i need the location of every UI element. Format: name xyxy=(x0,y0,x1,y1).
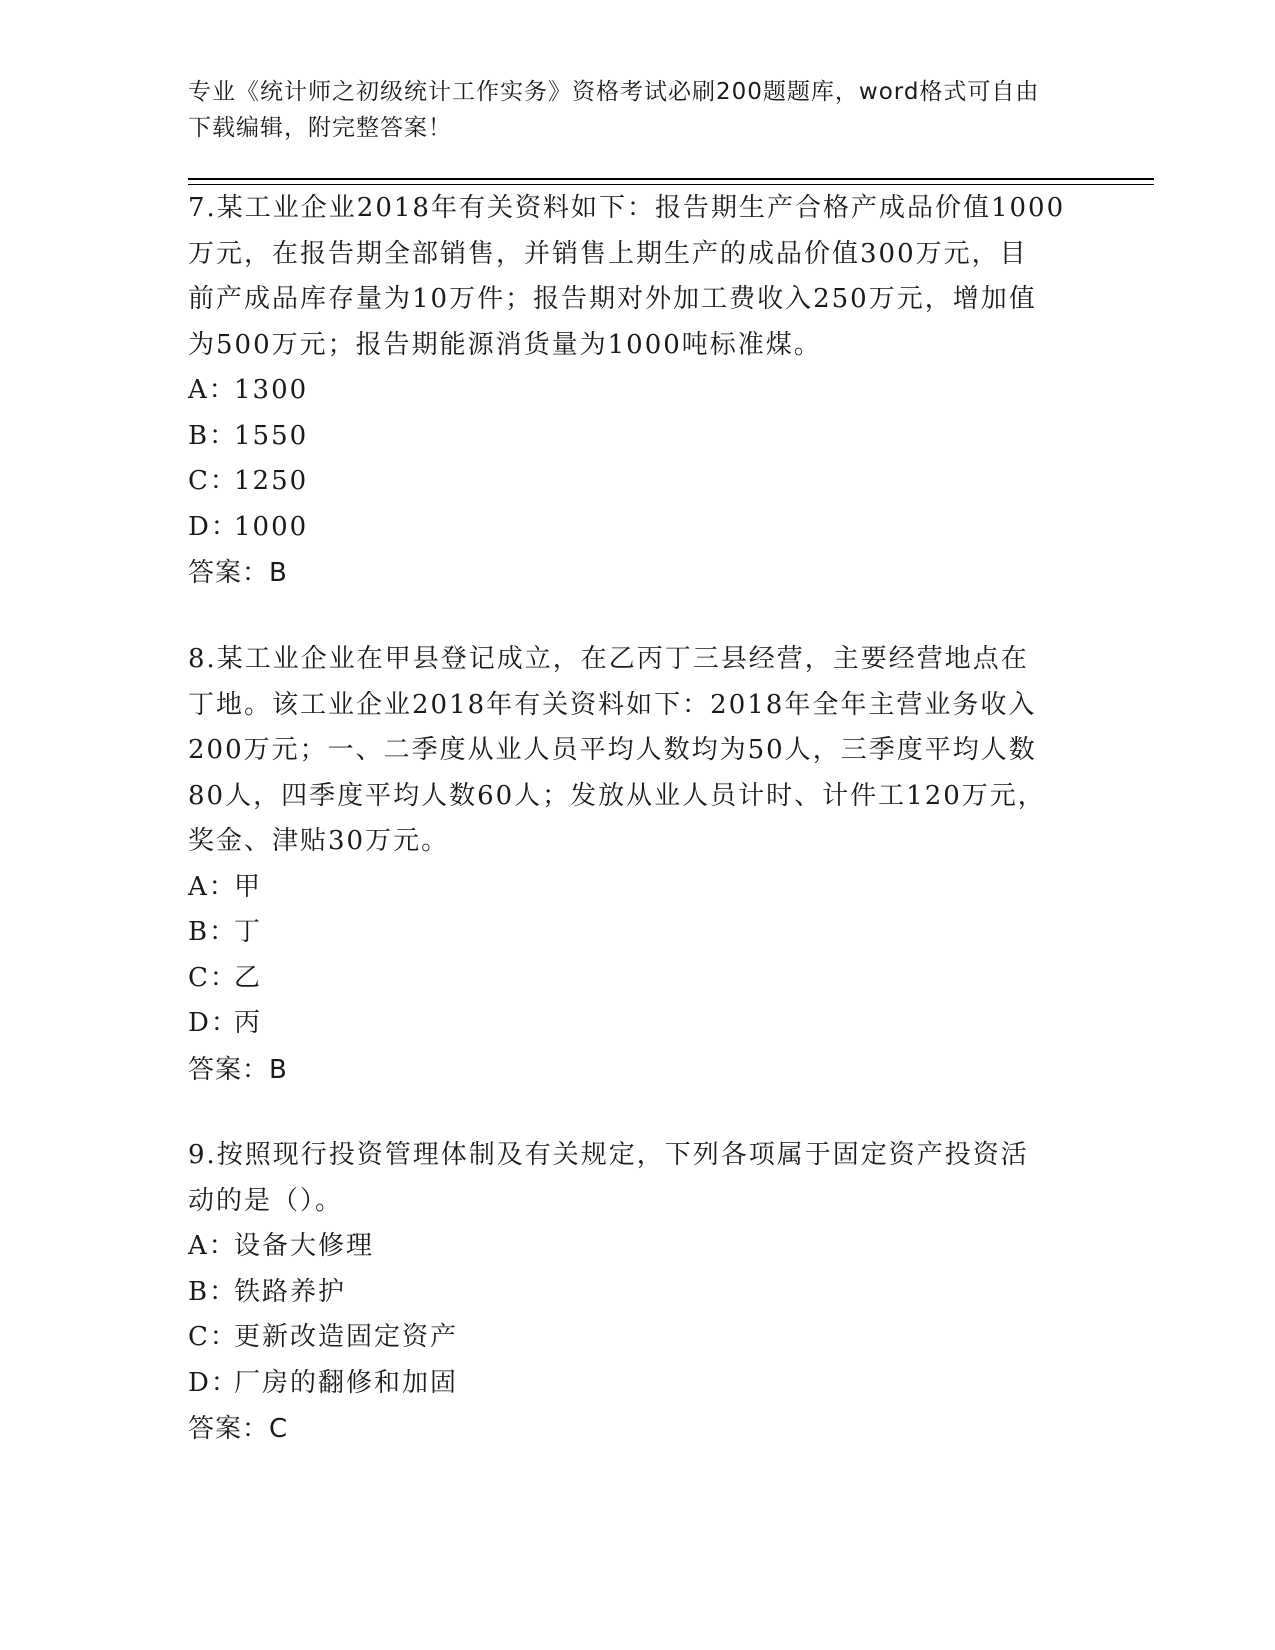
question-stem xyxy=(188,1133,1088,1224)
stem-line: 9.按照现行投资管理体制及有关规定，下列各项属于固定资产投资活 xyxy=(188,1140,1029,1170)
stem-line: 动的是（）。 xyxy=(188,1185,344,1216)
option-text: 铁路养护 xyxy=(234,1276,347,1307)
option-key: C： xyxy=(188,466,238,496)
option-key: D： xyxy=(188,1367,239,1398)
option-text: 丙 xyxy=(234,1008,263,1038)
option-key: A： xyxy=(188,871,237,902)
option-d xyxy=(188,1001,1088,1047)
stem-line: 丁地。该工业企业2018年有关资料如下：2018年全年主营业务收入 xyxy=(188,689,1037,720)
option-text: 乙 xyxy=(234,962,263,993)
answer-line: 答案：B xyxy=(188,1054,288,1085)
option-text: 厂房的翻修和加固 xyxy=(234,1367,459,1398)
option-key: D： xyxy=(188,1008,239,1038)
document-header xyxy=(188,74,1088,146)
option-key: A： xyxy=(188,375,237,405)
header-line-2: 下载编辑，附完整答案！ xyxy=(188,115,452,141)
option-b xyxy=(188,1270,1088,1316)
option-a xyxy=(188,1224,1088,1270)
question-stem xyxy=(188,637,1088,865)
header-divider-thick xyxy=(188,178,1154,180)
option-c xyxy=(188,1315,1088,1361)
option-key: B： xyxy=(188,917,238,947)
option-key: B： xyxy=(188,420,238,451)
question-stem xyxy=(188,186,1088,368)
option-b xyxy=(188,414,1088,460)
option-text: 更新改造固定资产 xyxy=(234,1322,459,1352)
option-a xyxy=(188,865,1088,911)
option-text: 甲 xyxy=(234,871,263,902)
question-8 xyxy=(188,637,1088,1093)
stem-line: 前产成品库存量为10万件；报告期对外加工费收入250万元，增加值 xyxy=(188,284,1037,314)
option-d xyxy=(188,505,1088,551)
option-text: 1550 xyxy=(234,420,309,451)
option-text: 1250 xyxy=(234,466,309,496)
option-key: A： xyxy=(188,1231,237,1261)
stem-line: 200万元；一、二季度从业人员平均人数均为50人，三季度平均人数 xyxy=(188,735,1037,765)
question-7 xyxy=(188,186,1088,596)
option-key: C： xyxy=(188,962,238,993)
header-divider-thin xyxy=(188,184,1154,185)
stem-line: 80人，四季度平均人数60人；发放从业人员计时、计件工120万元， xyxy=(188,780,1046,811)
option-text: 设备大修理 xyxy=(234,1231,375,1261)
stem-line: 万元，在报告期全部销售，并销售上期生产的成品价值300万元，目 xyxy=(188,238,1028,269)
stem-line: 为500万元；报告期能源消货量为1000吨标准煤。 xyxy=(188,329,822,360)
answer-line: 答案：C xyxy=(188,1414,289,1444)
option-key: B： xyxy=(188,1276,238,1307)
option-text: 1300 xyxy=(234,375,309,405)
option-d xyxy=(188,1361,1088,1407)
option-text: 1000 xyxy=(234,511,309,542)
option-c xyxy=(188,459,1088,505)
header-line-1: 专业《统计师之初级统计工作实务》资格考试必刷200题题库，word格式可自由 xyxy=(188,79,1040,105)
stem-line: 奖金、津贴30万元。 xyxy=(188,826,450,856)
option-c xyxy=(188,956,1088,1002)
stem-line: 8.某工业企业在甲县登记成立，在乙丙丁三县经营，主要经营地点在 xyxy=(188,644,1029,674)
option-key: D： xyxy=(188,511,239,542)
option-text: 丁 xyxy=(234,917,263,947)
question-9 xyxy=(188,1133,1088,1452)
stem-line: 7.某工业企业2018年有关资料如下：报告期生产合格产成品价值1000 xyxy=(188,193,1066,223)
option-a xyxy=(188,368,1088,414)
option-b xyxy=(188,910,1088,956)
answer-line: 答案：B xyxy=(188,558,288,588)
option-key: C： xyxy=(188,1322,238,1352)
